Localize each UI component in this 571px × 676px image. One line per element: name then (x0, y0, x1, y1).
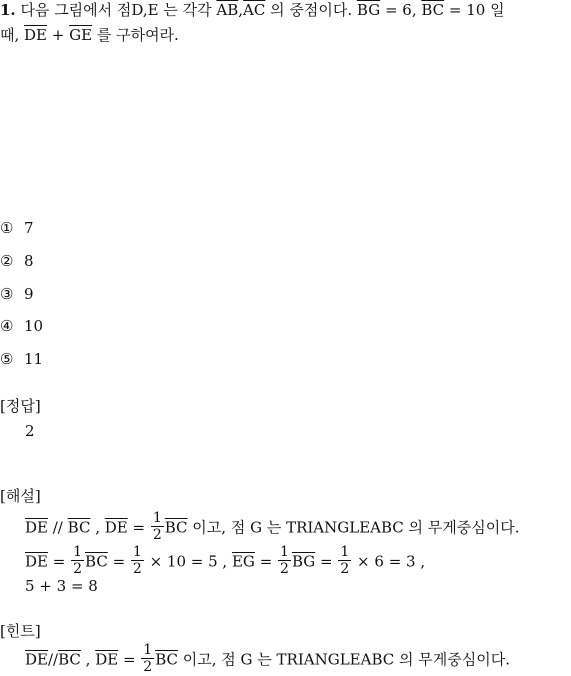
choice-text: 8 (24, 252, 34, 270)
choice-marker: ⑤ (0, 350, 14, 368)
choice-marker: ① (0, 219, 14, 237)
segment-ab: $\overline{AB}$ (216, 1, 239, 19)
choice-marker: ③ (0, 285, 14, 303)
fraction-half: $\frac{1}{2}$ (280, 544, 289, 577)
segment-bg: $\overline{BG}$ (356, 1, 381, 19)
segment-ac: $\overline{AC}$ (243, 1, 266, 19)
question-line-1: 1. 다음 그림에서 점D,E 는 각각 $\overline{AB},\overline{AC}$ 의 중점이다. $\overline{BG} = 6$, $\overline{BC} = 10$ 일 (0, 1, 505, 19)
hint-label: [힌트] (0, 622, 41, 640)
question-line-2: 때, $\overline{DE} + \overline{GE}$ 를 구하여라. (0, 26, 179, 44)
explanation-line-1: $\overline{DE} // \overline{BC}$ , $\overline{DE}$ = $\frac{1}{2}$ $\overline{BC}$ 이고, 점 G 는 TRIANGLEABC 의 무게중심이다. (25, 510, 520, 543)
choice-1[interactable] (0, 218, 34, 238)
choice-text: 11 (24, 350, 44, 368)
figure-area (0, 60, 560, 210)
choice-text: 9 (24, 285, 34, 303)
fraction-half: $\frac{1}{2}$ (143, 642, 153, 675)
explanation-label: [해설] (0, 487, 41, 505)
answer-value: 2 (25, 422, 35, 440)
hint-line: $\overline{DE}//\overline{BC}$ , $\overline{DE}$ = $\frac{1}{2}$ $\overline{BC}$ 이고, 점 G 는 TRIANGLEABC 의 무게중심이다. (25, 642, 510, 675)
choice-4[interactable] (0, 316, 43, 336)
fraction-half: $\frac{1}{2}$ (73, 544, 83, 577)
fraction-half: $\frac{1}{2}$ (152, 510, 162, 543)
choice-marker: ② (0, 252, 14, 270)
choice-3[interactable] (0, 284, 34, 304)
question-text: 다음 그림에서 점D,E 는 각각 (15, 1, 217, 19)
segment-bc: $\overline{BC}$ (421, 1, 445, 19)
fraction-half: $\frac{1}{2}$ (132, 544, 142, 577)
segment-de: $\overline{DE}$ (24, 26, 48, 44)
choice-marker: ④ (0, 317, 14, 335)
explanation-line-3: 5 + 3 = 8 (25, 577, 98, 595)
segment-ge: $\overline{GE}$ (69, 26, 93, 44)
question-number: 1. (0, 1, 16, 19)
choice-2[interactable] (0, 251, 34, 271)
answer-label: [정답] (0, 397, 41, 415)
choice-text: 10 (24, 317, 44, 335)
choice-5[interactable] (0, 349, 43, 369)
explanation-line-2: $\overline{DE}$ = $\frac{1}{2}$ $\overline{BC}$ = $\frac{1}{2}$ × 10 = 5 , $\overline{EG}$ = $\frac{1}{2}$ $\overline{BG}$ = $\frac{1}{2}$ × 6 = 3 , (25, 544, 426, 577)
choice-text: 7 (24, 219, 34, 237)
fraction-half: $\frac{1}{2}$ (340, 544, 350, 577)
